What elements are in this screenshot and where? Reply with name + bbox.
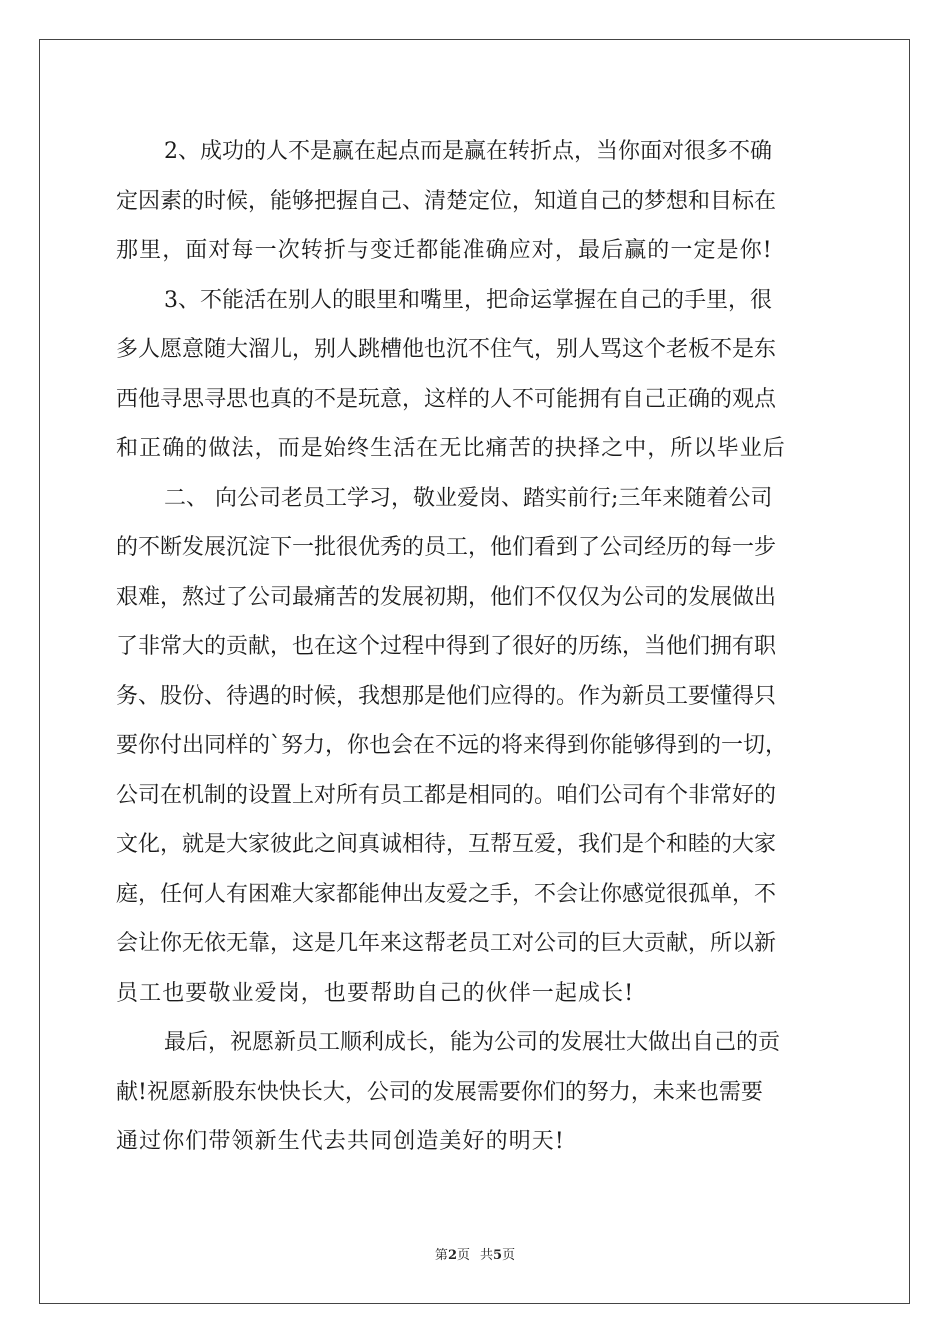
text-line: 文化，就是大家彼此之间真诚相待，互帮互爱，我们是个和睦的大家 (116, 832, 777, 857)
text-line: 和正确的做法，而是始终生活在无比痛苦的抉择之中，所以毕业后 (116, 436, 786, 461)
text-line: 通过你们带领新生代去共同创造美好的明天! (116, 1129, 565, 1154)
text-line: 献!祝愿新股东快快长大，公司的发展需要你们的努力，未来也需要 (116, 1079, 763, 1105)
text-line: 3、不能活在别人的眼里和嘴里，把命运掌握在自己的手里，很 (164, 287, 772, 313)
text-line: 那里，面对每一次转折与变迁都能准确应对，最后赢的一定是你! (116, 238, 773, 263)
text-line: 的不断发展沉淀下一批很优秀的员工，他们看到了公司经历的每一步 (116, 535, 777, 560)
footer-total-prefix: 共 (480, 1248, 494, 1263)
page-footer (0, 1247, 950, 1265)
text-line: 了非常大的贡献，也在这个过程中得到了很好的历练，当他们拥有职 (116, 634, 777, 659)
text-line: 定因素的时候，能够把握自己、清楚定位，知道自己的梦想和目标在 (116, 188, 777, 214)
text-line: 最后，祝愿新员工顺利成长，能为公司的发展壮大做出自己的贡 (164, 1030, 781, 1055)
text-line: 要你付出同样的`努力，你也会在不远的将来得到你能够得到的一切， (116, 733, 788, 758)
footer-page-suffix: 页 (456, 1248, 470, 1263)
text-line: 二、 向公司老员工学习，敬业爱岗、踏实前行;三年来随着公司 (164, 485, 773, 511)
footer-total-suffix: 页 (502, 1248, 516, 1263)
text-line: 公司在机制的设置上对所有员工都是相同的。咱们公司有个非常好的 (116, 782, 777, 808)
text-line: 2、成功的人不是赢在起点而是赢在转折点，当你面对很多不确 (164, 139, 772, 164)
text-line: 艰难，熬过了公司最痛苦的发展初期，他们不仅仅为公司的发展做出 (116, 584, 777, 610)
text-line: 西他寻思寻思也真的不是玩意，这样的人不可能拥有自己正确的观点 (116, 386, 777, 412)
document-body (116, 127, 836, 1167)
text-line: 员工也要敬业爱岗，也要帮助自己的伙伴一起成长! (116, 980, 635, 1006)
footer-page-number: 2 (447, 1248, 457, 1263)
text-line: 会让你无依无靠，这是几年来这帮老员工对公司的巨大贡献，所以新 (116, 931, 777, 956)
text-line: 多人愿意随大溜儿，别人跳槽他也沉不住气，别人骂这个老板不是东 (116, 337, 777, 362)
footer-page-prefix: 第 (434, 1248, 448, 1263)
footer-total-pages: 5 (493, 1248, 503, 1263)
text-line: 务、股份、待遇的时候，我想那是他们应得的。作为新员工要懂得只 (116, 683, 777, 709)
text-line: 庭，任何人有困难大家都能伸出友爱之手，不会让你感觉很孤单，不 (116, 881, 777, 907)
